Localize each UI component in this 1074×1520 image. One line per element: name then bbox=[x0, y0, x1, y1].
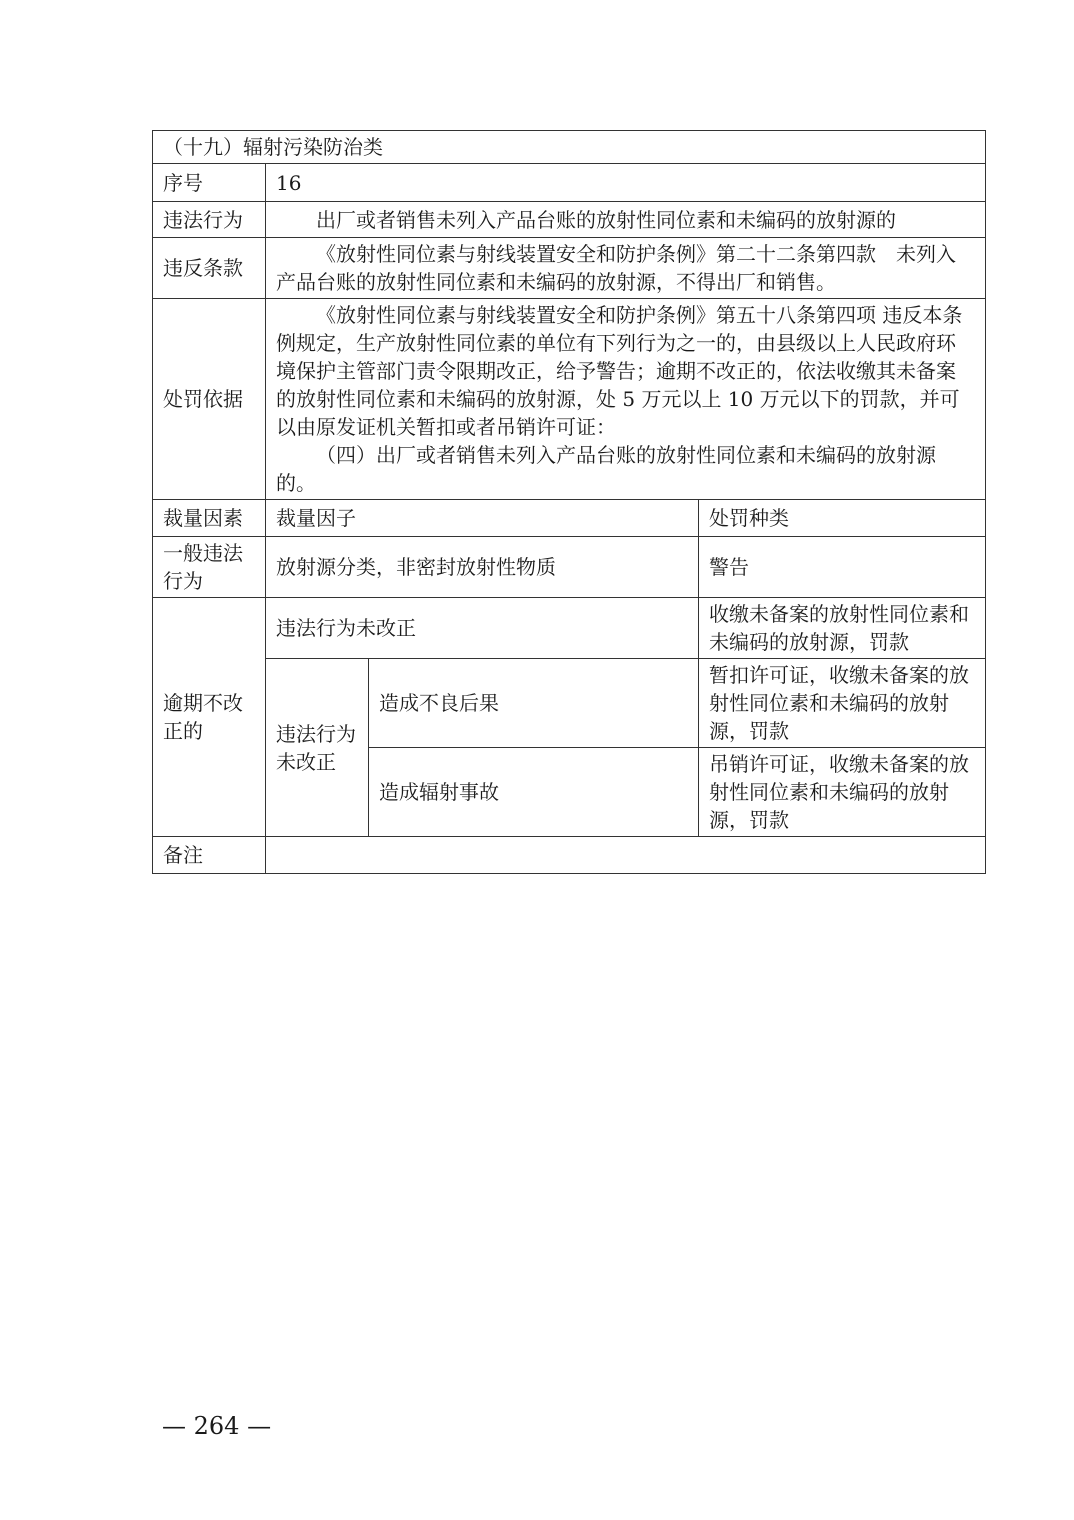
clause-value: 《放射性同位素与射线装置安全和防护条例》第二十二条第四款 未列入产品台账的放射性同位素和未编码的放射源，不得出厂和销售。 bbox=[266, 238, 986, 299]
penalty-table bbox=[152, 130, 986, 874]
overdue-label: 逾期不改正的 bbox=[153, 598, 266, 837]
general-factor: 放射源分类，非密封放射性物质 bbox=[266, 537, 699, 598]
discretion-factor-header: 裁量因子 bbox=[266, 500, 699, 537]
basis-paragraph-2: （四）出厂或者销售未列入产品台账的放射性同位素和未编码的放射源的。 bbox=[276, 443, 936, 495]
overdue-sub-label: 违法行为未改正 bbox=[266, 659, 369, 837]
overdue-factor-3: 造成辐射事故 bbox=[369, 748, 699, 837]
violation-value: 出厂或者销售未列入产品台账的放射性同位素和未编码的放射源的 bbox=[266, 202, 986, 238]
remarks-value bbox=[266, 837, 986, 874]
overdue-factor-1: 违法行为未改正 bbox=[266, 598, 699, 659]
remarks-label: 备注 bbox=[153, 837, 266, 874]
basis-value bbox=[266, 299, 986, 500]
overdue-penalty-1: 收缴未备案的放射性同位素和未编码的放射源，罚款 bbox=[699, 598, 986, 659]
page-number: — 264 — bbox=[162, 1412, 272, 1440]
discretion-label: 裁量因素 bbox=[153, 500, 266, 537]
seq-value: 16 bbox=[266, 164, 986, 202]
basis-paragraph-1: 《放射性同位素与射线装置安全和防护条例》第五十八条第四项 违反本条例规定，生产放射性同位素的单位有下列行为之一的，由县级以上人民政府环境保护主管部门责令限期改正，给予警告；逾期不改正的，依法收缴其未备案的放射性同位素和未编码的放射源，处 5 万元以上 10 万元以下的罚款，并可以由原发证机关暂扣或者吊销许可证： bbox=[276, 303, 963, 439]
general-label: 一般违法行为 bbox=[153, 537, 266, 598]
general-penalty: 警告 bbox=[699, 537, 986, 598]
basis-label: 处罚依据 bbox=[153, 299, 266, 500]
overdue-penalty-3: 吊销许可证，收缴未备案的放射性同位素和未编码的放射源，罚款 bbox=[699, 748, 986, 837]
violation-label: 违法行为 bbox=[153, 202, 266, 238]
overdue-penalty-2: 暂扣许可证，收缴未备案的放射性同位素和未编码的放射源，罚款 bbox=[699, 659, 986, 748]
section-title: （十九）辐射污染防治类 bbox=[153, 131, 986, 164]
clause-label: 违反条款 bbox=[153, 238, 266, 299]
discretion-penalty-header: 处罚种类 bbox=[699, 500, 986, 537]
seq-label: 序号 bbox=[153, 164, 266, 202]
overdue-factor-2: 造成不良后果 bbox=[369, 659, 699, 748]
